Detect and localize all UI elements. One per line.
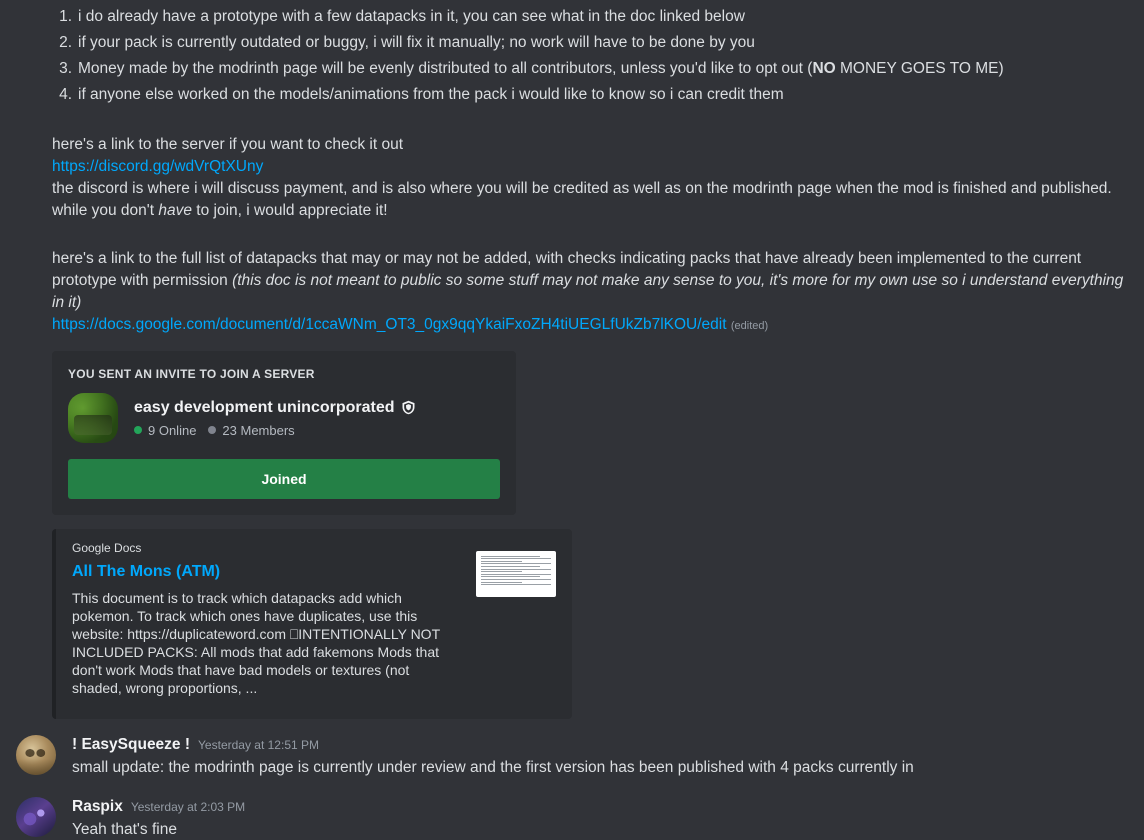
verified-partner-icon: [401, 400, 417, 416]
server-invite-embed: [52, 351, 516, 515]
message-body: [72, 735, 1128, 779]
list-item-bold: NO: [812, 60, 836, 77]
invite-body: [68, 393, 500, 443]
server-stats: [134, 423, 417, 438]
list-item: [78, 56, 1144, 82]
embed-provider-label: Google Docs: [72, 541, 142, 555]
online-count-label: 9 Online: [148, 422, 197, 438]
list-item: [78, 30, 1144, 56]
server-name-text: easy development unincorporated: [134, 398, 395, 416]
message-timestamp: Yesterday at 12:51 PM: [198, 738, 319, 752]
embed-thumbnail[interactable]: [476, 551, 556, 597]
doc-intro-part1: here's a link to the full list of datapacks that may or may not be added, with checks indicating packs that have already been implemented to the current prototype with permission: [52, 250, 1082, 289]
avatar[interactable]: [16, 735, 56, 775]
list-item: [78, 82, 1144, 108]
discord-note: [52, 178, 1128, 222]
list-item-text: if your pack is currently outdated or buggy, i will fix it manually; no work will have to be done by you: [78, 34, 755, 51]
list-item: [78, 4, 1144, 30]
message-text: Yeah that's fine: [72, 821, 177, 838]
list-item-text: i do already have a prototype with a few datapacks in it, you can see what in the doc linked below: [78, 8, 745, 25]
numbered-list: [0, 4, 1144, 108]
server-name: [134, 399, 417, 417]
discord-note-part2: to join, i would appreciate it!: [191, 202, 388, 219]
avatar[interactable]: [16, 797, 56, 837]
google-docs-link[interactable]: https://docs.google.com/document/d/1ccaWNm_OT3_0gx9qqYkaiFxoZH4tiUEGLfUkZb7lKOU/edit: [52, 316, 727, 333]
doc-intro-italic: (this doc is not meant to public so some stuff may not make any sense to you, it's more for my own use so i understand everything in it): [52, 272, 1124, 311]
members-stat: [208, 423, 294, 438]
server-icon: [68, 393, 118, 443]
online-status-icon: [134, 426, 142, 434]
online-stat: [134, 423, 196, 438]
message-text: small update: the modrinth page is currently under review and the first version has been published with 4 packs currently in: [72, 759, 914, 776]
message-author[interactable]: ! EasySqueeze !: [72, 736, 191, 753]
embed-title-link[interactable]: All The Mons (ATM): [72, 563, 221, 580]
chat-message: [0, 725, 1144, 781]
list-item-text-tail: MONEY GOES TO ME): [835, 60, 1004, 77]
invite-header-label: YOU SENT AN INVITE TO JOIN A SERVER: [68, 367, 315, 381]
edited-marker: (edited): [730, 320, 769, 332]
google-docs-embed[interactable]: [52, 529, 572, 719]
message-header: [72, 797, 1128, 817]
server-intro-text: here's a link to the server if you want to check it out: [52, 136, 404, 153]
joined-button[interactable]: Joined: [68, 459, 500, 499]
discord-note-italic: have: [158, 202, 192, 219]
list-item-text: if anyone else worked on the models/animations from the pack i would like to know so i can credit them: [78, 86, 784, 103]
server-intro-paragraph: [0, 134, 1144, 222]
message-timestamp: Yesterday at 2:03 PM: [130, 800, 246, 814]
member-count-label: 23 Members: [222, 422, 295, 438]
discord-invite-link[interactable]: https://discord.gg/wdVrQtXUny: [52, 158, 264, 175]
message-author[interactable]: Raspix: [72, 798, 123, 815]
discord-note-part1: the discord is where i will discuss payment, and is also where you will be credited as well as on the modrinth page when the mod is finished and published. while you don't: [52, 180, 1112, 219]
server-info: [134, 399, 417, 438]
list-item-text: Money made by the modrinth page will be evenly distributed to all contributors, unless you'd like to opt out (: [78, 60, 813, 77]
message-header: [72, 735, 1128, 755]
chat-message: [0, 787, 1144, 840]
embed-description: This document is to track which datapacks add which pokemon. To track which ones have duplicates, use this website: https://duplicateword.com ⎕INTENTIONALLY NOT INCLUDED PACKS: All mods that add fakemons Mods that don't work Mods that have bad models or textures (not shaded, wrong proportions, ...: [72, 590, 440, 696]
message-body: [72, 797, 1128, 840]
doc-intro-paragraph: [0, 248, 1144, 337]
doc-intro-text: [52, 248, 1128, 314]
members-status-icon: [208, 426, 216, 434]
